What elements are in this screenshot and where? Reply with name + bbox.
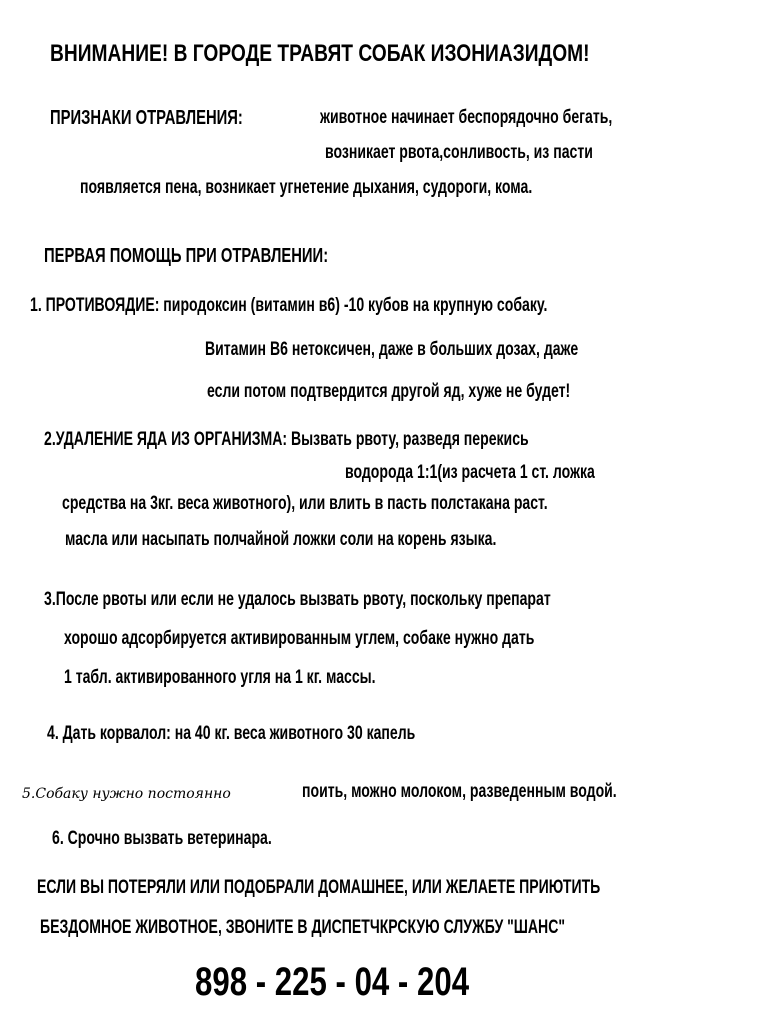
antidote-line-2: Витамин В6 нетоксичен, даже в больших дозах, даже	[205, 339, 579, 360]
signs-line-3: появляется пена, возникает угнетение дыхания, судороги, кома.	[80, 177, 533, 198]
signs-heading: ПРИЗНАКИ ОТРАВЛЕНИЯ:	[50, 107, 243, 129]
poison-removal-line-3: средства на 3кг. веса животного), или влить в пасть полстакана раст.	[62, 493, 548, 514]
corvalol-line: 4. Дать корвалол: на 40 кг. веса животного 30 капель	[47, 723, 416, 744]
handwritten-note: 5.Собаку нужно постоянно	[22, 786, 231, 802]
poison-removal-line-2: водорода 1:1(из расчета 1 ст. ложка	[345, 462, 595, 483]
footer-line-1: ЕСЛИ ВЫ ПОТЕРЯЛИ ИЛИ ПОДОБРАЛИ ДОМАШНЕЕ, ИЛИ ЖЕЛАЕТЕ ПРИЮТИТЬ	[37, 877, 601, 898]
signs-line-2: возникает рвота,сонливость, из пасти	[325, 142, 593, 163]
signs-line-1: животное начинает беспорядочно бегать,	[320, 107, 613, 128]
hydration-line: поить, можно молоком, разведенным водой.	[302, 781, 617, 802]
first-aid-heading: ПЕРВАЯ ПОМОЩЬ ПРИ ОТРАВЛЕНИИ:	[44, 245, 329, 267]
charcoal-line-3: 1 табл. активированного угля на 1 кг. массы.	[64, 667, 376, 688]
phone-number: 898 - 225 - 04 - 204	[195, 960, 470, 1004]
poison-removal-line-4: масла или насыпать полчайной ложки соли на корень языка.	[65, 529, 497, 550]
footer-line-2: БЕЗДОМНОЕ ЖИВОТНОЕ, ЗВОНИТЕ В ДИСПЕТЧКРСКУЮ СЛУЖБУ "ШАНС"	[40, 917, 566, 938]
flyer-title: ВНИМАНИЕ! В ГОРОДЕ ТРАВЯТ СОБАК ИЗОНИАЗИДОМ!	[50, 40, 590, 67]
charcoal-line-1: 3.После рвоты или если не удалось вызвать рвоту, поскольку препарат	[44, 589, 551, 610]
antidote-line-1: 1. ПРОТИВОЯДИЕ: пиродоксин (витамин в6) -10 кубов на крупную собаку.	[30, 295, 548, 316]
charcoal-line-2: хорошо адсорбируется активированным углем, собаке нужно дать	[64, 628, 535, 649]
antidote-line-3: если потом подтвердится другой яд, хуже не будет!	[207, 381, 571, 402]
vet-line: 6. Срочно вызвать ветеринара.	[52, 828, 272, 849]
poison-removal-line-1: 2.УДАЛЕНИЕ ЯДА ИЗ ОРГАНИЗМА: Вызвать рвоту, разведя перекись	[44, 429, 529, 450]
